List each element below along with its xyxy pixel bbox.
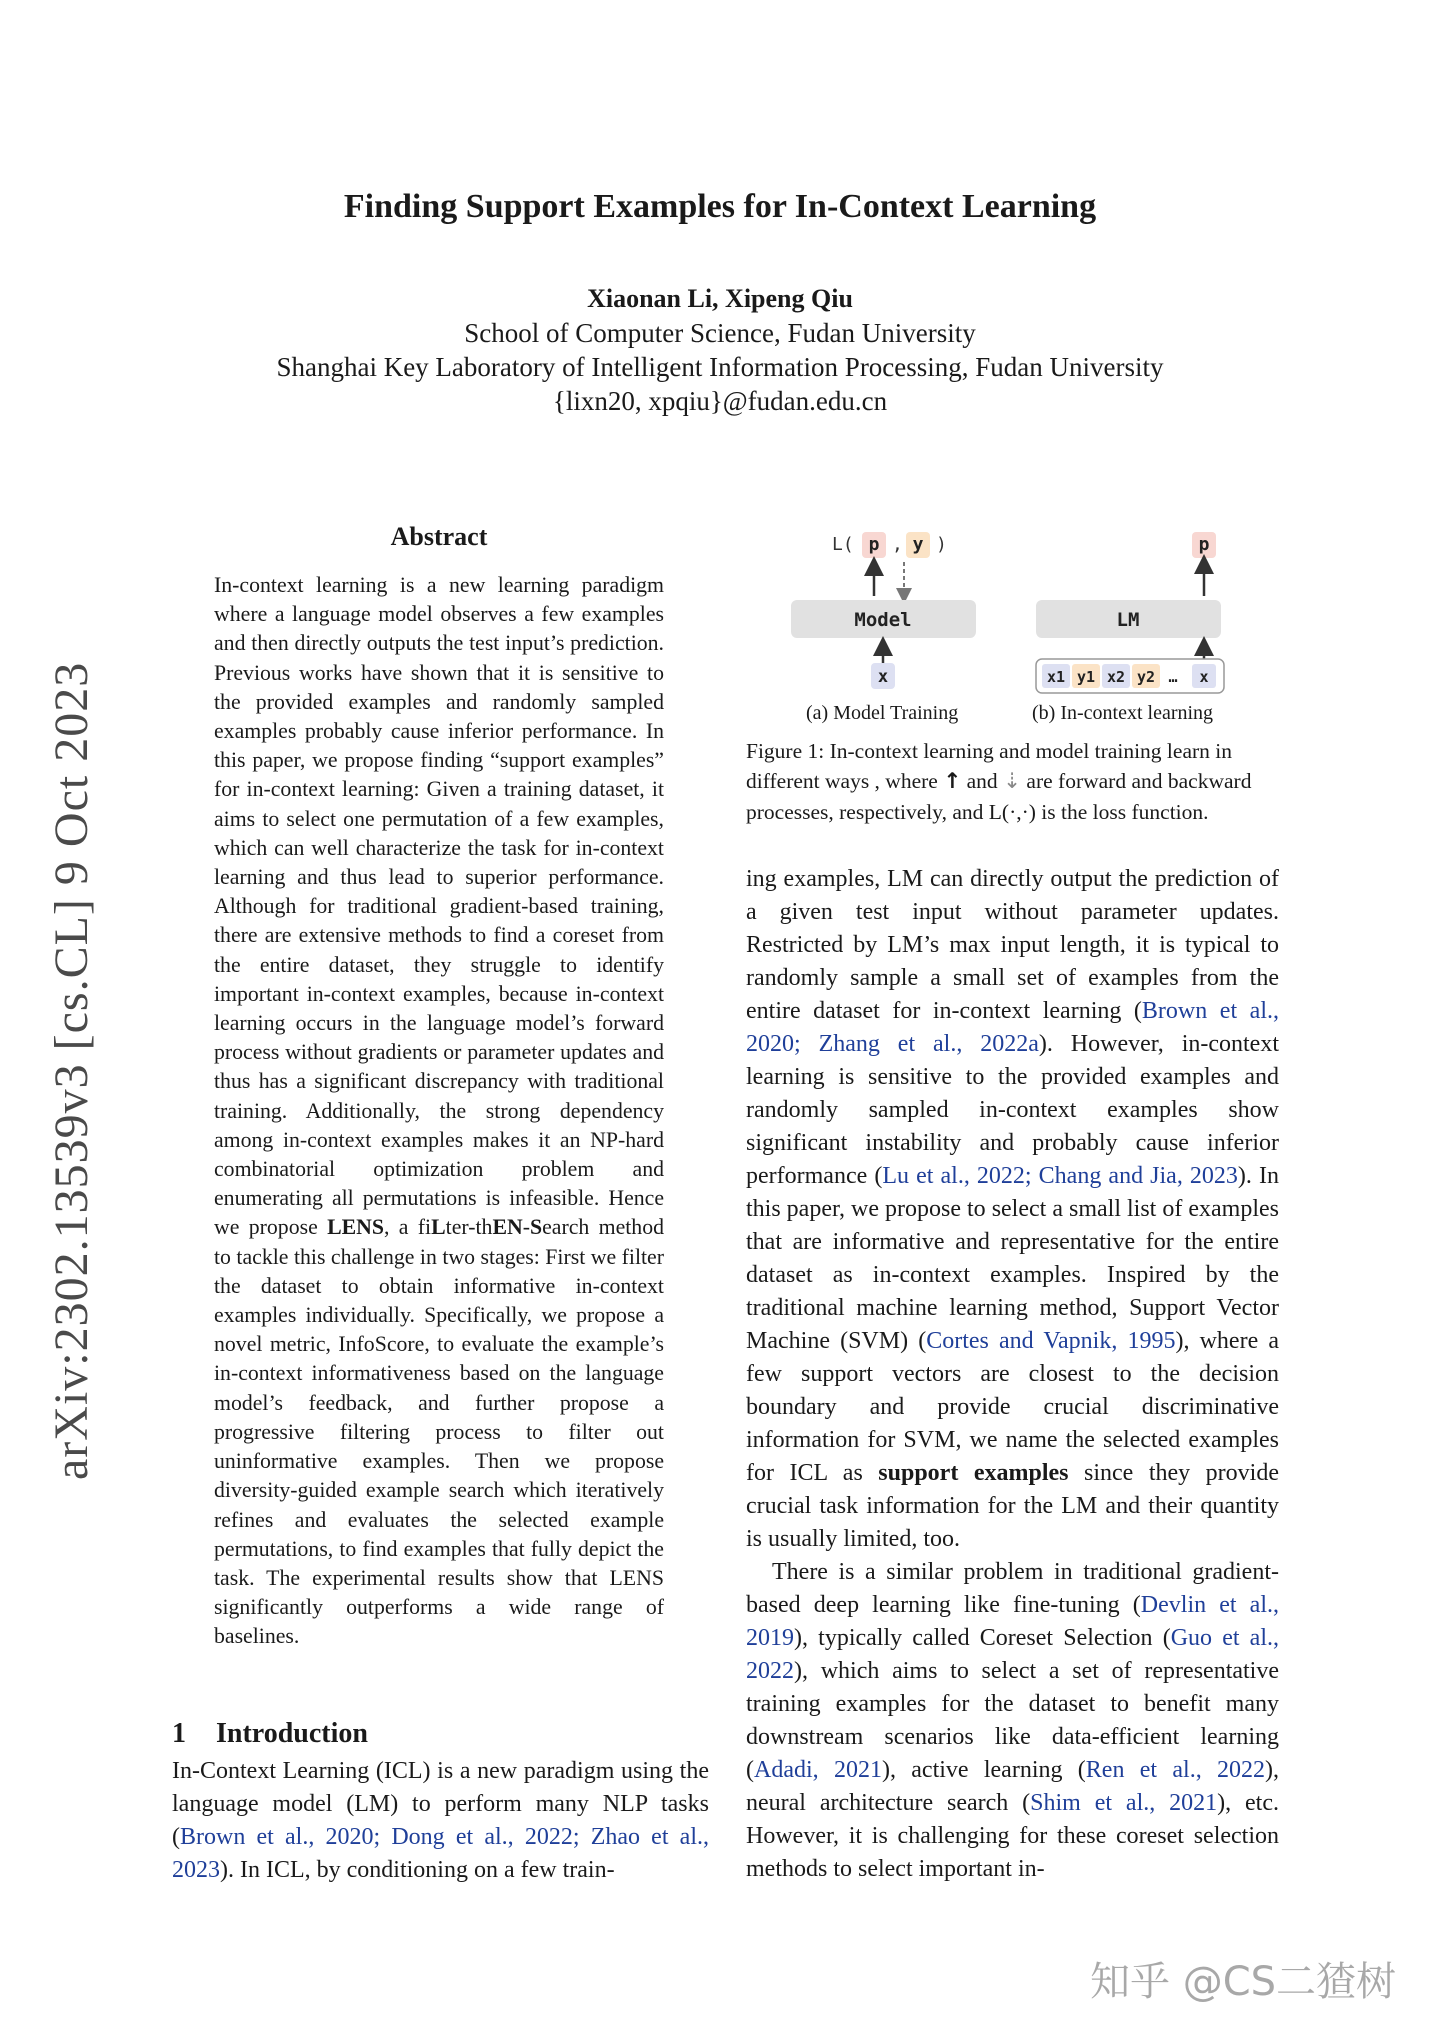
figure-1: [746, 520, 1286, 840]
citation-link[interactable]: Guo et al., 2022: [746, 1625, 1280, 1684]
citation-link[interactable]: Ren et al., 2022: [1085, 1757, 1266, 1783]
sequence-token: x2: [1106, 668, 1126, 686]
sequence-token: x: [1199, 668, 1209, 686]
loss-comma: ,: [892, 534, 903, 555]
prediction-p: p: [868, 534, 880, 555]
paragraph: ing examples, LM can directly output the prediction of a given test input without parameter updates. Restricted by LM’s max input length, it is typical to randomly sample a small set of examples from the entire dataset for in-context learning (Brown et al., 2020; Zhang et al., 2022a). However, in-context learning is sensitive to the provided examples and randomly sampled in-context examples show significant instability and probably cause inferior performance (Lu et al., 2022; Chang and Jia, 2023). In this paper, we propose to select a small list of examples that are informative and representative for the entire dataset as in-context examples. Inspired by the traditional machine learning method, Support Vector Machine (SVM) (Cortes and Vapnik, 1995), where a few support vectors are closest to the decision boundary and provide crucial discriminative information for SVM, we name the selected examples for ICL as support examples since they provide crucial task information for the LM and their quantity is usually limited, too.: [746, 866, 1279, 1552]
emails: {lixn20, xpqiu}@fudan.edu.cn: [552, 386, 888, 416]
affiliation-1: School of Computer Science, Fudan University: [464, 318, 976, 348]
sequence-token: …: [1168, 668, 1178, 686]
citation-link[interactable]: Shim et al., 2021: [1030, 1790, 1218, 1816]
icl-prediction-p: p: [1198, 534, 1210, 555]
arxiv-identifier: arXiv:2302.13539v3 [cs.CL] 9 Oct 2023: [45, 661, 98, 1480]
citation-link[interactable]: Devlin et al., 2019: [746, 1592, 1279, 1651]
subcaption-a: (a) Model Training: [806, 702, 959, 724]
sequence-token: x1: [1046, 668, 1066, 686]
citation-link[interactable]: Lu et al., 2022; Chang and Jia, 2023: [882, 1163, 1238, 1189]
right-column-body: [746, 863, 1279, 1886]
loss-prefix: L(: [832, 534, 854, 555]
subcaption-b: (b) In-context learning: [1032, 702, 1214, 724]
model-label: Model: [854, 609, 912, 631]
abstract-heading: Abstract: [390, 522, 488, 551]
lm-label: LM: [1116, 609, 1140, 631]
citation-link[interactable]: Brown et al., 2020; Dong et al., 2022; Zhao et al., 2023: [172, 1824, 709, 1883]
figure-1-diagram: [746, 520, 1286, 730]
paper-title: Finding Support Examples for In-Context Learning: [343, 188, 1097, 225]
citation-link[interactable]: Brown et al., 2020; Zhang et al., 2022a: [746, 998, 1279, 1057]
watermark: 知乎 @CS二猹树: [1090, 1959, 1397, 2005]
citation-link[interactable]: Adadi, 2021: [754, 1757, 882, 1783]
label-y: y: [912, 534, 924, 555]
section-heading-introduction: 1 Introduction: [172, 1718, 368, 1749]
paragraph: There is a similar problem in traditional gradient-based deep learning like fine-tuning (Devlin et al., 2019), typically called Coreset Selection (Guo et al., 2022), which aims to select a set of representative training examples for the dataset to benefit many downstream scenarios like data-efficient learning (Adadi, 2021), active learning (Ren et al., 2022), neural architecture search (Shim et al., 2021), etc. However, it is challenging for these coreset selection methods to select important in-: [746, 1559, 1280, 1882]
abstract-body: In-context learning is a new learning paradigm where a language model observes a few examples and then directly outputs the test input’s prediction. Previous works have shown that it is sensitive to the provided examples and randomly sampled examples probably cause inferior performance. In this paper, we propose finding “support examples” for in-context learning: Given a training dataset, it aims to select one permutation of a few examples, which can well characterize the task for in-context learning and thus lead to superior performance. Although for traditional gradient-based training, there are extensive methods to find a coreset from the entire dataset, they struggle to identify important in-context examples, because in-context learning occurs in the language model’s forward process without gradients or parameter updates and thus has a significant discrepancy with traditional training. Additionally, the strong dependency among in-context examples makes it an NP-hard combinatorial optimization problem and enumerating all permutations is infeasible. Hence we propose LENS, a fiLter-thEN-Search method to tackle this challenge in two stages: First we filter the dataset to obtain informative in-context examples individually. Specifically, we propose a novel metric, InfoScore, to evaluate the example’s in-context informativeness based on the language model’s feedback, and further propose a progressive filtering process to filter out uninformative examples. Then we propose diversity-guided example search which iteratively refines and evaluates the selected example permutations, to find examples that fully depict the task. The experimental results show that LENS significantly outperforms a wide range of baselines.: [214, 573, 664, 1649]
authors: Xiaonan Li, Xipeng Qiu: [587, 284, 853, 313]
figure-1-caption: Figure 1: In-context learning and model training learn in different ways , where ↑ and ⇣ are forward and backward processes, respectively, and L(·,·) is the loss function.: [746, 739, 1252, 824]
citation-link[interactable]: Cortes and Vapnik, 1995: [926, 1328, 1176, 1354]
input-x: x: [877, 667, 889, 687]
sequence-token: y2: [1136, 668, 1156, 686]
backward-arrow-icon: ⇣: [1003, 769, 1022, 794]
loss-suffix: ): [936, 534, 947, 555]
introduction-body: In-Context Learning (ICL) is a new paradigm using the language model (LM) to perform many NLP tasks (Brown et al., 2020; Dong et al., 2022; Zhao et al., 2023). In ICL, by conditioning on a few train-: [172, 1758, 709, 1883]
sequence-token: y1: [1076, 668, 1096, 686]
affiliation-2: Shanghai Key Laboratory of Intelligent Information Processing, Fudan University: [276, 352, 1164, 382]
forward-arrow-icon: ↑: [943, 769, 962, 794]
